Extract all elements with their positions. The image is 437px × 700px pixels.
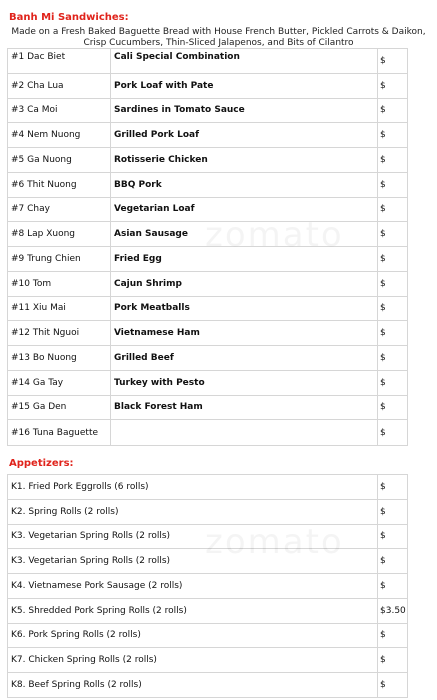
item-price: $: [378, 395, 408, 420]
appetizer-price: $: [378, 499, 408, 524]
banh-mi-subtitle: Made on a Fresh Baked Baguette Bread with House French Butter, Pickled Carrots & Daikon, Crisp Cucumbers, Thin-Sliced Jalapenos, and Bits of Cilantro: [11, 27, 426, 48]
item-name: BBQ Pork: [111, 172, 378, 197]
item-code: #9 Trung Chien: [8, 247, 111, 272]
item-price: $: [378, 296, 408, 321]
table-row: [8, 98, 408, 123]
item-code: #13 Bo Nuong: [8, 346, 111, 371]
item-code: #8 Lap Xuong: [8, 222, 111, 247]
table-row: [8, 475, 408, 500]
item-code: #10 Tom: [8, 271, 111, 296]
table-row: [8, 648, 408, 673]
item-name: Vietnamese Ham: [111, 321, 378, 346]
item-price: $: [378, 172, 408, 197]
appetizer-name: K4. Vietnamese Pork Sausage (2 rolls): [8, 574, 378, 599]
item-price: $: [378, 222, 408, 247]
appetizer-name: K8. Beef Spring Rolls (2 rolls): [8, 673, 378, 698]
appetizer-price: $: [378, 549, 408, 574]
item-price: $: [378, 247, 408, 272]
table-row: [8, 148, 408, 173]
item-code: #2 Cha Lua: [8, 73, 111, 98]
table-row: [8, 222, 408, 247]
item-price: $: [378, 346, 408, 371]
item-price: $: [378, 123, 408, 148]
table-row: [8, 346, 408, 371]
table-row: [8, 370, 408, 395]
banh-mi-table: [7, 48, 408, 446]
appetizer-price: $: [378, 648, 408, 673]
banh-mi-section-title: Banh Mi Sandwiches:: [9, 12, 129, 23]
table-row: [8, 395, 408, 420]
appetizer-price: $: [378, 524, 408, 549]
appetizer-name: K3. Vegetarian Spring Rolls (2 rolls): [8, 549, 378, 574]
appetizer-price: $: [378, 475, 408, 500]
item-price: $: [378, 271, 408, 296]
table-row: [8, 673, 408, 698]
appetizer-name: K7. Chicken Spring Rolls (2 rolls): [8, 648, 378, 673]
item-code: #5 Ga Nuong: [8, 148, 111, 173]
appetizer-name: K3. Vegetarian Spring Rolls (2 rolls): [8, 524, 378, 549]
table-row: [8, 271, 408, 296]
table-row: [8, 197, 408, 222]
item-code: #4 Nem Nuong: [8, 123, 111, 148]
appetizer-price: $3.50: [378, 598, 408, 623]
item-name: Vegetarian Loaf: [111, 197, 378, 222]
table-row: [8, 123, 408, 148]
table-row: [8, 247, 408, 272]
table-row: [8, 296, 408, 321]
item-price: $: [378, 148, 408, 173]
item-price: $: [378, 98, 408, 123]
table-row: [8, 321, 408, 346]
item-price: $: [378, 73, 408, 98]
item-name: Fried Egg: [111, 247, 378, 272]
item-price: $: [378, 321, 408, 346]
appetizers-table: [7, 474, 408, 698]
table-row: [8, 598, 408, 623]
item-code: #15 Ga Den: [8, 395, 111, 420]
table-row: [8, 172, 408, 197]
item-code: #7 Chay: [8, 197, 111, 222]
item-code: #6 Thit Nuong: [8, 172, 111, 197]
item-code: #16 Tuna Baguette: [8, 420, 111, 446]
table-row: [8, 623, 408, 648]
item-name: Cajun Shrimp: [111, 271, 378, 296]
item-name: Rotisserie Chicken: [111, 148, 378, 173]
item-name: Pork Loaf with Pate: [111, 73, 378, 98]
item-price: $: [378, 420, 408, 446]
item-code: #11 Xiu Mai: [8, 296, 111, 321]
appetizer-name: K2. Spring Rolls (2 rolls): [8, 499, 378, 524]
item-name: Turkey with Pesto: [111, 370, 378, 395]
appetizer-price: $: [378, 673, 408, 698]
item-price: $: [378, 49, 408, 74]
item-code: #14 Ga Tay: [8, 370, 111, 395]
item-name: Sardines in Tomato Sauce: [111, 98, 378, 123]
table-row: [8, 574, 408, 599]
appetizer-name: K5. Shredded Pork Spring Rolls (2 rolls): [8, 598, 378, 623]
item-name: [111, 420, 378, 446]
table-row: [8, 524, 408, 549]
table-row: [8, 499, 408, 524]
appetizer-name: K6. Pork Spring Rolls (2 rolls): [8, 623, 378, 648]
item-code: #3 Ca Moi: [8, 98, 111, 123]
appetizer-price: $: [378, 623, 408, 648]
item-price: $: [378, 370, 408, 395]
item-name: Black Forest Ham: [111, 395, 378, 420]
item-name: Cali Special Combination: [111, 49, 378, 74]
item-name: Grilled Pork Loaf: [111, 123, 378, 148]
appetizers-section-title: Appetizers:: [9, 458, 74, 469]
item-code: #1 Dac Biet: [8, 49, 111, 74]
appetizer-name: K1. Fried Pork Eggrolls (6 rolls): [8, 475, 378, 500]
item-name: Asian Sausage: [111, 222, 378, 247]
appetizer-price: $: [378, 574, 408, 599]
item-price: $: [378, 197, 408, 222]
item-code: #12 Thit Nguoi: [8, 321, 111, 346]
item-name: Pork Meatballs: [111, 296, 378, 321]
table-row: [8, 549, 408, 574]
table-row: [8, 420, 408, 446]
table-row: [8, 49, 408, 74]
table-row: [8, 73, 408, 98]
item-name: Grilled Beef: [111, 346, 378, 371]
